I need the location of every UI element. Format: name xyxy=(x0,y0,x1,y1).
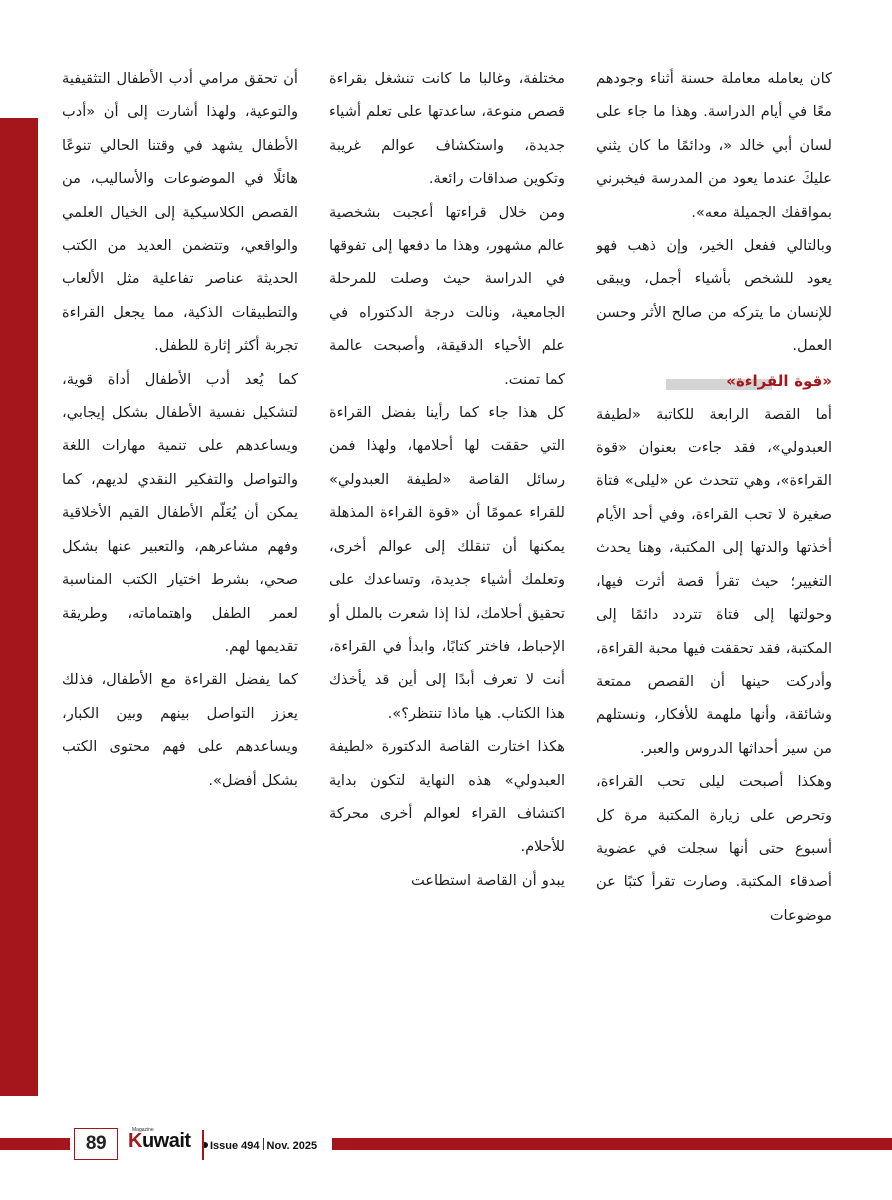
column-left xyxy=(62,62,298,1112)
paragraph: يبدو أن القاصة استطاعت xyxy=(410,871,565,889)
section-heading xyxy=(596,365,832,398)
brand-logo-rest: uwait xyxy=(141,1130,191,1152)
column-middle xyxy=(329,62,565,1112)
brand-end-rule xyxy=(202,1130,204,1160)
paragraph: كل هذا جاء كما رأينا بفضل القراءة التي حققت لها أحلامها، ولهذا فمن رسائل القاصة «لطيفة العبدولي» للقراء عمومًا أن «قوة القراءة المذهلة يمكنها أن تنقلك إلى عوالم أخرى، وتعلمك أشياء جديدة، وتساعدك على تحقيق أحلامك، لذا إذا شعرت بالملل أو الإحباط، فاختر كتابًا، وابدأ في القراءة، أنت لا تعرف أبدًا إلى أين قد يأخذك هذا الكتاب. هيا ماذا تنتظر؟». xyxy=(329,404,565,722)
paragraph: وبالتالي ففعل الخير، وإن ذهب فهو يعود للشخص بأشياء أجمل، ويبقى للإنسان ما يتركه من صالح الأثر وحسن العمل. xyxy=(596,237,832,355)
brand-logo-k: K xyxy=(128,1130,142,1152)
paragraph: وهكذا أصبحت ليلى تحب القراءة، وتحرص على زيارة المكتبة مرة كل أسبوع حتى أنها سجلت في عضوية أصدقاء المكتبة. وصارت تقرأ كتبًا عن موضوعات xyxy=(596,773,832,924)
section-heading-text: «قوة القراءة» xyxy=(726,371,832,390)
page-number: 89 xyxy=(74,1128,118,1160)
issue-number: Issue 494 xyxy=(210,1140,260,1152)
paragraph: كان يعامله معاملة حسنة أثناء وجودهم معًا في أيام الدراسة. وهذا ما جاء على لسان أبي خالد «، ودائمًا ما كان يثني عليكَ عندما يعود من المدرسة فيخبرني بمواقفك الجميلة معه». xyxy=(596,70,832,221)
brand-tagline: Magazine xyxy=(132,1127,154,1133)
divider xyxy=(263,1138,264,1150)
paragraph: مختلفة، وغالبا ما كانت تنشغل بقراءة قصص منوعة، ساعدتها على تعلم أشياء جديدة، واستكشاف عوالم غريبة وتكوين صداقات رائعة. xyxy=(329,70,565,188)
paragraph: كما يُعد أدب الأطفال أداة قوية، لتشكيل نفسية الأطفال بشكل إيجابي، ويساعدهم على تنمية مهارات اللغة والتواصل والتفكير النقدي لديهم، كما يمكن أن يُعَلّم الأطفال القيم الأخلاقية وفهم مشاعرهم، والتعبير عنها بشكل صحي، بشرط اختيار الكتب المناسبة لعمر الطفل واهتماماته، وطريقة تقديمها لهم. xyxy=(62,370,298,655)
paragraph: هكذا اختارت القاصة الدكتورة «لطيفة العبدولي» هذه النهاية لتكون بداية اكتشاف القراء لعوالم أخرى محركة للأحلام. xyxy=(329,738,565,856)
issue-info xyxy=(202,1138,317,1152)
magazine-brand xyxy=(128,1124,328,1160)
paragraph: ومن خلال قراءتها أعجبت بشخصية عالم مشهور، وهذا ما دفعها إلى تفوقها في الدراسة حيث وصلت للمرحلة الجامعية، ونالت درجة الدكتوراه في علم الأحياء الدقيقة، وأصبحت عالمة كما تمنت. xyxy=(329,203,565,388)
article-columns xyxy=(62,62,832,1112)
issue-date: Nov. 2025 xyxy=(266,1140,318,1152)
paragraph: كما يفضل القراءة مع الأطفال، فذلك يعزز التواصل بينهم وبين الكبار، ويساعدهم على فهم محتوى الكتب بشكل أفضل». xyxy=(62,671,298,789)
column-right xyxy=(596,62,832,1112)
paragraph: أما القصة الرابعة للكاتبة «لطيفة العبدولي»، فقد جاءت بعنوان «قوة القراءة»، وهي تتحدث عن «ليلى» فتاة صغيرة لا تحب القراءة، وفي أحد الأيام أخذتها والدتها إلى المكتبة، وهنا يحدث التغيير؛ حيث تقرأ قصة أثرت فيها، وحولتها إلى فتاة تتردد دائمًا إلى المكتبة، فقد تحققت فيها محبة القراءة، وأدركت حينها أن القصص ممتعة وشائقة، وأنها ملهمة للأفكار، ونستلهم من سير أحداثها الدروس والعبر. xyxy=(596,405,832,757)
paragraph: أن تحقق مرامي أدب الأطفال التثقيفية والتوعية، ولهذا أشارت إلى أن «أدب الأطفال يشهد في وقتنا الحالي تنوعًا هائلًا في الموضوعات والأساليب، من القصص الكلاسيكية إلى الخيال العلمي والواقعي، وتتضمن العديد من الكتب الحديثة عناصر تفاعلية مثل الألعاب والتطبيقات الذكية، مما يجعل القراءة تجربة أكثر إثارة للطفل. xyxy=(62,70,298,355)
brand-logo-text xyxy=(128,1130,191,1153)
left-accent-bar xyxy=(0,118,38,1096)
